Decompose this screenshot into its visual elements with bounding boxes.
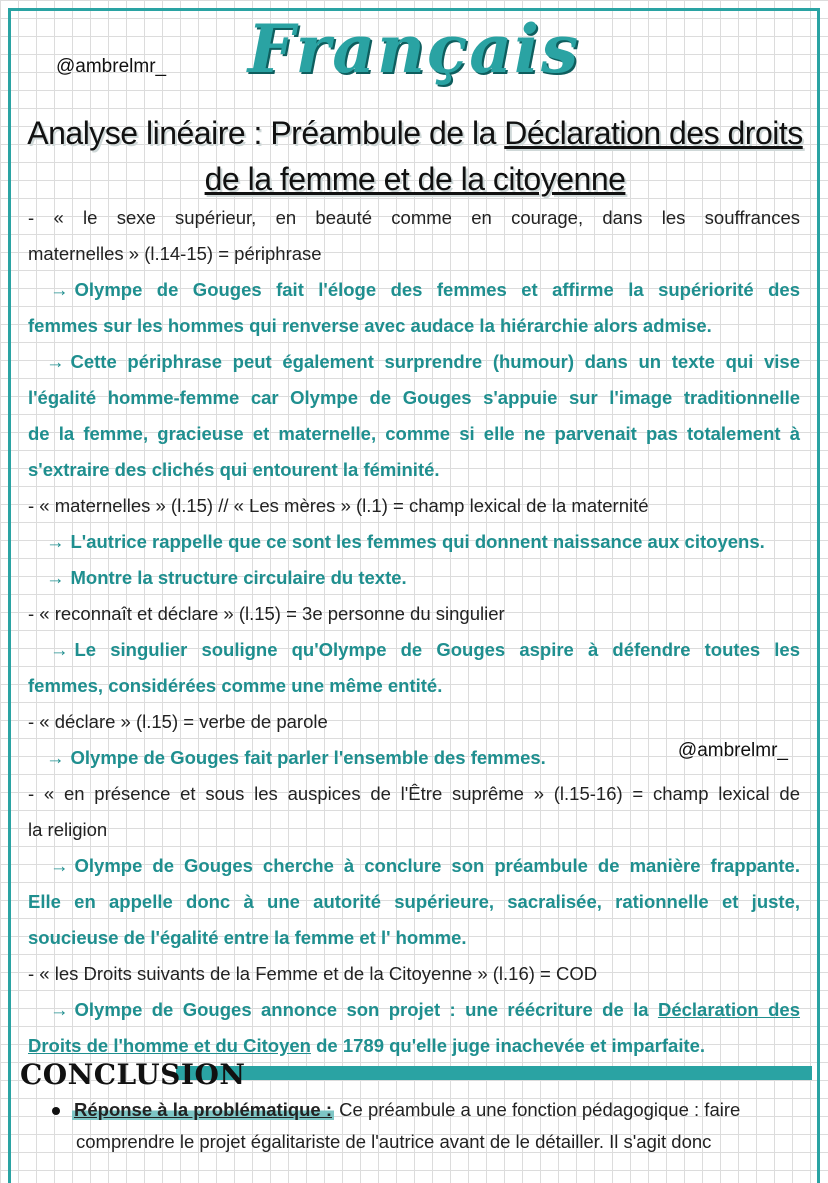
analysis-line: femmes sur les hommes qui renverse avec audace la hiérarchie alors admise.	[28, 315, 712, 336]
subtitle	[20, 110, 810, 202]
quote-line: - « maternelles » (l.15) // « Les mères » (l.1) = champ lexical de la maternité	[28, 495, 649, 516]
arrow-icon: →	[50, 999, 69, 1020]
page-title: Français	[247, 10, 581, 88]
analysis-line: Elle en appelle donc à une autorité supérieure, sacralisée, rationnelle et juste,	[28, 891, 800, 912]
conclusion-label: Réponse à la problématique :	[74, 1099, 333, 1120]
analysis-line: → L'autrice rappelle que ce sont les femmes qui donnent naissance aux citoyens.	[28, 524, 800, 560]
analysis-line: l'égalité homme-femme car Olympe de Gouges s'appuie sur l'image traditionnelle	[28, 387, 800, 408]
analysis-line: femmes, considérées comme une même entité.	[28, 675, 443, 696]
conclusion-line: Réponse à la problématique : Ce préambule a une fonction pédagogique : faire	[52, 1094, 804, 1126]
bullet-icon	[52, 1107, 60, 1115]
analysis-line: s'extraire des clichés qui entourent la féminité.	[28, 459, 440, 480]
arrow-icon: →	[50, 855, 69, 876]
arrow-icon: →	[46, 531, 65, 552]
analysis-line: → Olympe de Gouges fait parler l'ensemble des femmes.	[28, 740, 800, 776]
subtitle-underlined: Déclaration des droits de la femme et de la citoyenne	[204, 115, 803, 197]
author-handle-top: @ambrelmr_	[56, 56, 167, 77]
analysis-body	[28, 200, 800, 1064]
analysis-line: → Olympe de Gouges annonce son projet : une réécriture de la Déclaration des	[28, 992, 800, 1028]
author-handle-inline: @ambrelmr_	[677, 740, 788, 761]
analysis-line: → Olympe de Gouges fait l'éloge des femmes et affirme la supériorité des	[28, 272, 800, 308]
conclusion-text	[52, 1094, 804, 1158]
quote-line: maternelles » (l.14-15) = périphrase	[28, 243, 322, 264]
analysis-line: de la femme, gracieuse et maternelle, comme si elle ne parvenait pas totalement à	[28, 423, 800, 444]
arrow-icon: →	[46, 351, 65, 372]
quote-line: - « déclare » (l.15) = verbe de parole	[28, 711, 328, 732]
analysis-line: → Le singulier souligne qu'Olympe de Gouges aspire à défendre toutes les	[28, 632, 800, 668]
quote-line: - « reconnaît et déclare » (l.15) = 3e personne du singulier	[28, 603, 505, 624]
quote-line: - « en présence et sous les auspices de l'Être suprême » (l.15-16) = champ lexical de	[28, 783, 800, 804]
conclusion-line: comprendre le projet égalitariste de l'autrice avant de le détailler. Il s'agit donc	[76, 1131, 712, 1152]
analysis-line: → Olympe de Gouges cherche à conclure son préambule de manière frappante.	[28, 848, 800, 884]
arrow-icon: →	[46, 567, 65, 588]
analysis-line: → Montre la structure circulaire du texte.	[28, 560, 800, 596]
subtitle-prefix: Analyse linéaire : Préambule de la	[27, 115, 505, 151]
arrow-icon: →	[50, 279, 69, 300]
conclusion-underline-bar	[176, 1066, 812, 1080]
analysis-line: soucieuse de l'égalité entre la femme et l' homme.	[28, 927, 467, 948]
conclusion-heading: CONCLUSION	[20, 1058, 246, 1091]
quote-line: - « les Droits suivants de la Femme et de la Citoyenne » (l.16) = COD	[28, 963, 598, 984]
analysis-line: Droits de l'homme et du Citoyen de 1789 qu'elle juge inachevée et imparfaite.	[28, 1035, 706, 1056]
arrow-icon: →	[46, 747, 65, 768]
quote-line: la religion	[28, 819, 108, 840]
arrow-icon: →	[50, 639, 69, 660]
analysis-line: → Cette périphrase peut également surprendre (humour) dans un texte qui vise	[28, 344, 800, 380]
quote-line: - « le sexe supérieur, en beauté comme en courage, dans les souffrances	[28, 207, 800, 228]
